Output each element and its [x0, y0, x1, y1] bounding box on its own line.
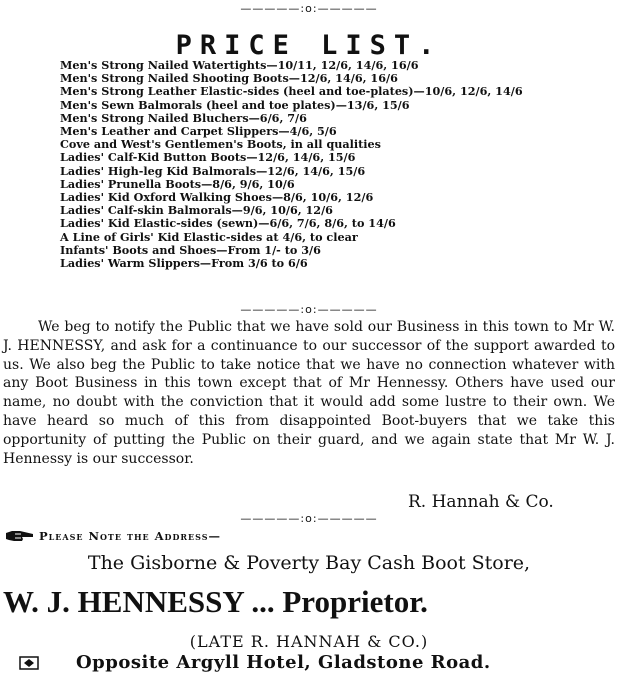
- late-owner-note: (LATE R. HANNAH & CO.): [189, 632, 429, 651]
- pointing-hand-icon: [5, 528, 35, 544]
- price-list-item: Men's Strong Nailed Bluchers—6/6, 7/6: [60, 110, 307, 125]
- price-list-item: Cove and West's Gentlemen's Boots, in all qualities: [60, 137, 381, 152]
- signature: R. Hannah & Co.: [408, 492, 554, 512]
- notice-text: We beg to notify the Public that we have sold our Business in this town to Mr W. J. HENNESSY, and ask for a continuance to our successor of the support awarded to us. We also beg the Public to take notice that we have no connection whatever with any Boot Business in this town except that of Mr Hennessy. Others have used our name, no doubt with the conviction that it would add some lustre to their own. We have heard so much of this from disappointed Boot-buyers that we take this opportunity of putting the Public on their guard, and we again state that Mr W. J. Hennessy is our successor.: [3, 319, 615, 467]
- address-heading-row: [5, 528, 221, 544]
- price-list-item: Men's Sewn Balmorals (heel and toe plates)—13/6, 15/6: [60, 97, 410, 112]
- price-list-title: PRICE LIST.: [175, 30, 443, 61]
- proprietor-line: W. J. HENNESSY ... Proprietor.: [3, 584, 428, 619]
- price-list-item: Men's Strong Nailed Watertights—10/11, 12/6, 14/6, 16/6: [60, 58, 419, 72]
- price-list-item: Men's Strong Nailed Shooting Boots—12/6, 14/6, 16/6: [60, 71, 398, 86]
- address-label: Please Note the Address—: [39, 529, 222, 543]
- separator-bottom: —————:o:—————: [240, 512, 378, 525]
- price-list-item: Infants' Boots and Shoes—From 1/- to 3/6: [60, 242, 321, 257]
- price-list-item: Ladies' Warm Slippers—From 3/6 to 6/6: [60, 256, 308, 271]
- price-list-item: Ladies' Calf-skin Balmorals—9/6, 10/6, 12/6: [60, 203, 333, 218]
- ornament-icon: [18, 655, 40, 671]
- price-list-item: Ladies' Kid Oxford Walking Shoes—8/6, 10/6, 12/6: [60, 190, 374, 205]
- price-list-item: Ladies' Calf-Kid Button Boots—12/6, 14/6, 15/6: [60, 150, 356, 165]
- price-list-item: Ladies' Kid Elastic-sides (sewn)—6/6, 7/6, 8/6, to 14/6: [60, 216, 396, 231]
- notice-paragraph: [3, 318, 615, 468]
- location-row: [18, 652, 491, 673]
- price-list: [60, 59, 615, 270]
- price-list-item: Ladies' High-leg Kid Balmorals—12/6, 14/6, 15/6: [60, 163, 366, 178]
- price-list-item: Ladies' Prunella Boots—8/6, 9/6, 10/6: [60, 176, 295, 191]
- price-list-item: Men's Strong Leather Elastic-sides (heel and toe-plates)—10/6, 12/6, 14/6: [60, 84, 523, 99]
- store-name: The Gisborne & Poverty Bay Cash Boot Store,: [87, 552, 531, 574]
- price-list-item: Men's Leather and Carpet Slippers—4/6, 5/6: [60, 124, 337, 139]
- price-list-item: A Line of Girls' Kid Elastic-sides at 4/6, to clear: [60, 229, 358, 244]
- separator-top: —————:o:—————: [240, 2, 378, 15]
- separator-middle: —————:o:—————: [240, 303, 378, 316]
- store-location: Opposite Argyll Hotel, Gladstone Road.: [76, 652, 491, 673]
